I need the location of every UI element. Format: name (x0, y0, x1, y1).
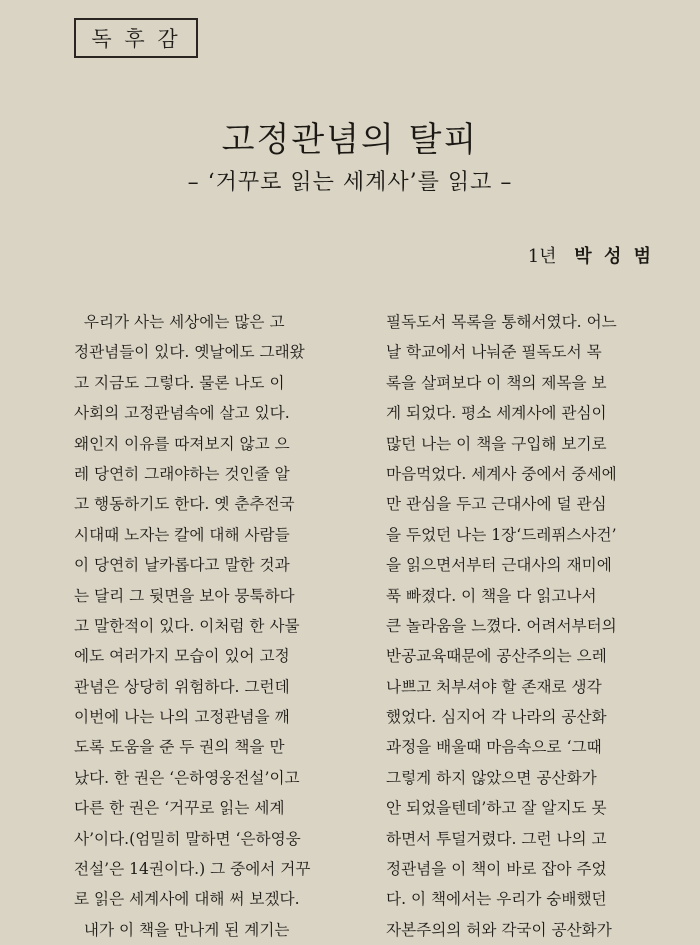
section-tag: 독 후 감 (74, 18, 198, 58)
body-text-line: 게 되었다. 평소 세계사에 관심이 (386, 404, 607, 423)
body-text-line: 고 행동하기도 한다. 옛 춘추전국 (74, 495, 295, 514)
body-text-line: 하면서 투덜거렸다. 그런 나의 고 (386, 829, 607, 848)
body-text-line: 반공교육때문에 공산주의는 으레 (386, 647, 607, 666)
author-grade: 1년 (527, 246, 557, 267)
body-text-line: 많던 나는 이 책을 구입해 보기로 (386, 434, 607, 453)
body-text-line: 레 당연히 그래야하는 것인줄 알 (74, 464, 290, 483)
body-text-line: 이번에 나는 나의 고정관념을 깨 (74, 708, 290, 727)
body-text-line: 우리가 사는 세상에는 많은 고 (74, 313, 285, 331)
body-column-right (386, 307, 662, 945)
body-text-line: 는 달리 그 뒷면을 보아 뭉툭하다 (74, 586, 295, 605)
body-text-line: 마음먹었다. 세계사 중에서 중세에 (386, 464, 617, 483)
body-text-line: 왜인지 이유를 따져보지 않고 으 (74, 434, 290, 453)
body-text-line: 전설’은 14권이다.) 그 중에서 거꾸 (74, 860, 311, 879)
body-column-left (74, 307, 350, 945)
body-text-line: 사’이다.(엄밀히 말하면 ‘은하영웅 (74, 829, 301, 848)
body-text-line: 시대때 노자는 칼에 대해 사람들 (74, 525, 290, 544)
body-text-line: 도록 도움을 준 두 권의 책을 만 (74, 738, 285, 757)
body-text-line: 관념은 상당히 위험하다. 그런데 (74, 677, 290, 696)
body-text-line: 다. 이 책에서는 우리가 숭배했던 (386, 890, 607, 909)
body-text-line: 록을 살펴보다 이 책의 제목을 보 (386, 373, 607, 392)
body-text-line: 사회의 고정관념속에 살고 있다. (74, 404, 290, 423)
body-text-line: 푹 빠졌다. 이 책을 다 읽고나서 (386, 586, 597, 605)
body-text-line: 했었다. 심지어 각 나라의 공산화 (386, 708, 607, 727)
body-text-line: 필독도서 목록을 통해서였다. 어느 (386, 313, 617, 331)
body-text-line: 다른 한 권은 ‘거꾸로 읽는 세계 (74, 799, 285, 818)
body-text-line: 과정을 배울때 마음속으로 ‘그때 (386, 738, 602, 757)
article-title: 고정관념의 탈피 (221, 120, 479, 160)
body-text-line: 고 말한적이 있다. 이처럼 한 사물 (74, 616, 300, 635)
body-text-line: 나쁘고 처부셔야 할 존재로 생각 (386, 677, 602, 696)
author-byline (528, 242, 654, 268)
body-text-line: 안 되었을텐데’하고 잘 알지도 못 (386, 799, 607, 818)
body-text-line: 고 지금도 그렇다. 물론 나도 이 (74, 373, 285, 392)
body-text-line: 정관념을 이 책이 바로 잡아 주었 (386, 860, 607, 879)
body-text-line: 정관념들이 있다. 옛날에도 그래왔 (74, 343, 305, 362)
body-text-line: 을 두었던 나는 1장‘드레퓌스사건’ (386, 525, 617, 544)
body-text-line: 을 읽으면서부터 근대사의 재미에 (386, 556, 612, 575)
body-text-line: 그렇게 하지 않았으면 공산화가 (386, 768, 597, 787)
body-text-line: 이 당연히 날카롭다고 말한 것과 (74, 556, 290, 575)
author-name: 박 성 범 (574, 246, 654, 267)
body-text-line: 내가 이 책을 만나게 된 계기는 (74, 920, 290, 939)
body-text-line: 로 읽은 세계사에 대해 써 보겠다. (74, 890, 300, 909)
body-text-line: 났다. 한 권은 ‘은하영웅전설’이고 (74, 768, 300, 787)
body-text-line: 자본주의의 허와 각국이 공산화가 (386, 920, 612, 939)
body-text-line: 만 관심을 두고 근대사에 덜 관심 (386, 495, 607, 514)
body-text-line: 에도 여러가지 모습이 있어 고정 (74, 647, 290, 666)
body-text-line: 날 학교에서 나눠준 필독도서 목 (386, 343, 602, 362)
body-text-line: 큰 놀라움을 느꼈다. 어려서부터의 (386, 616, 617, 635)
article-subtitle: – ‘거꾸로 읽는 세계사’를 읽고 – (187, 170, 513, 195)
